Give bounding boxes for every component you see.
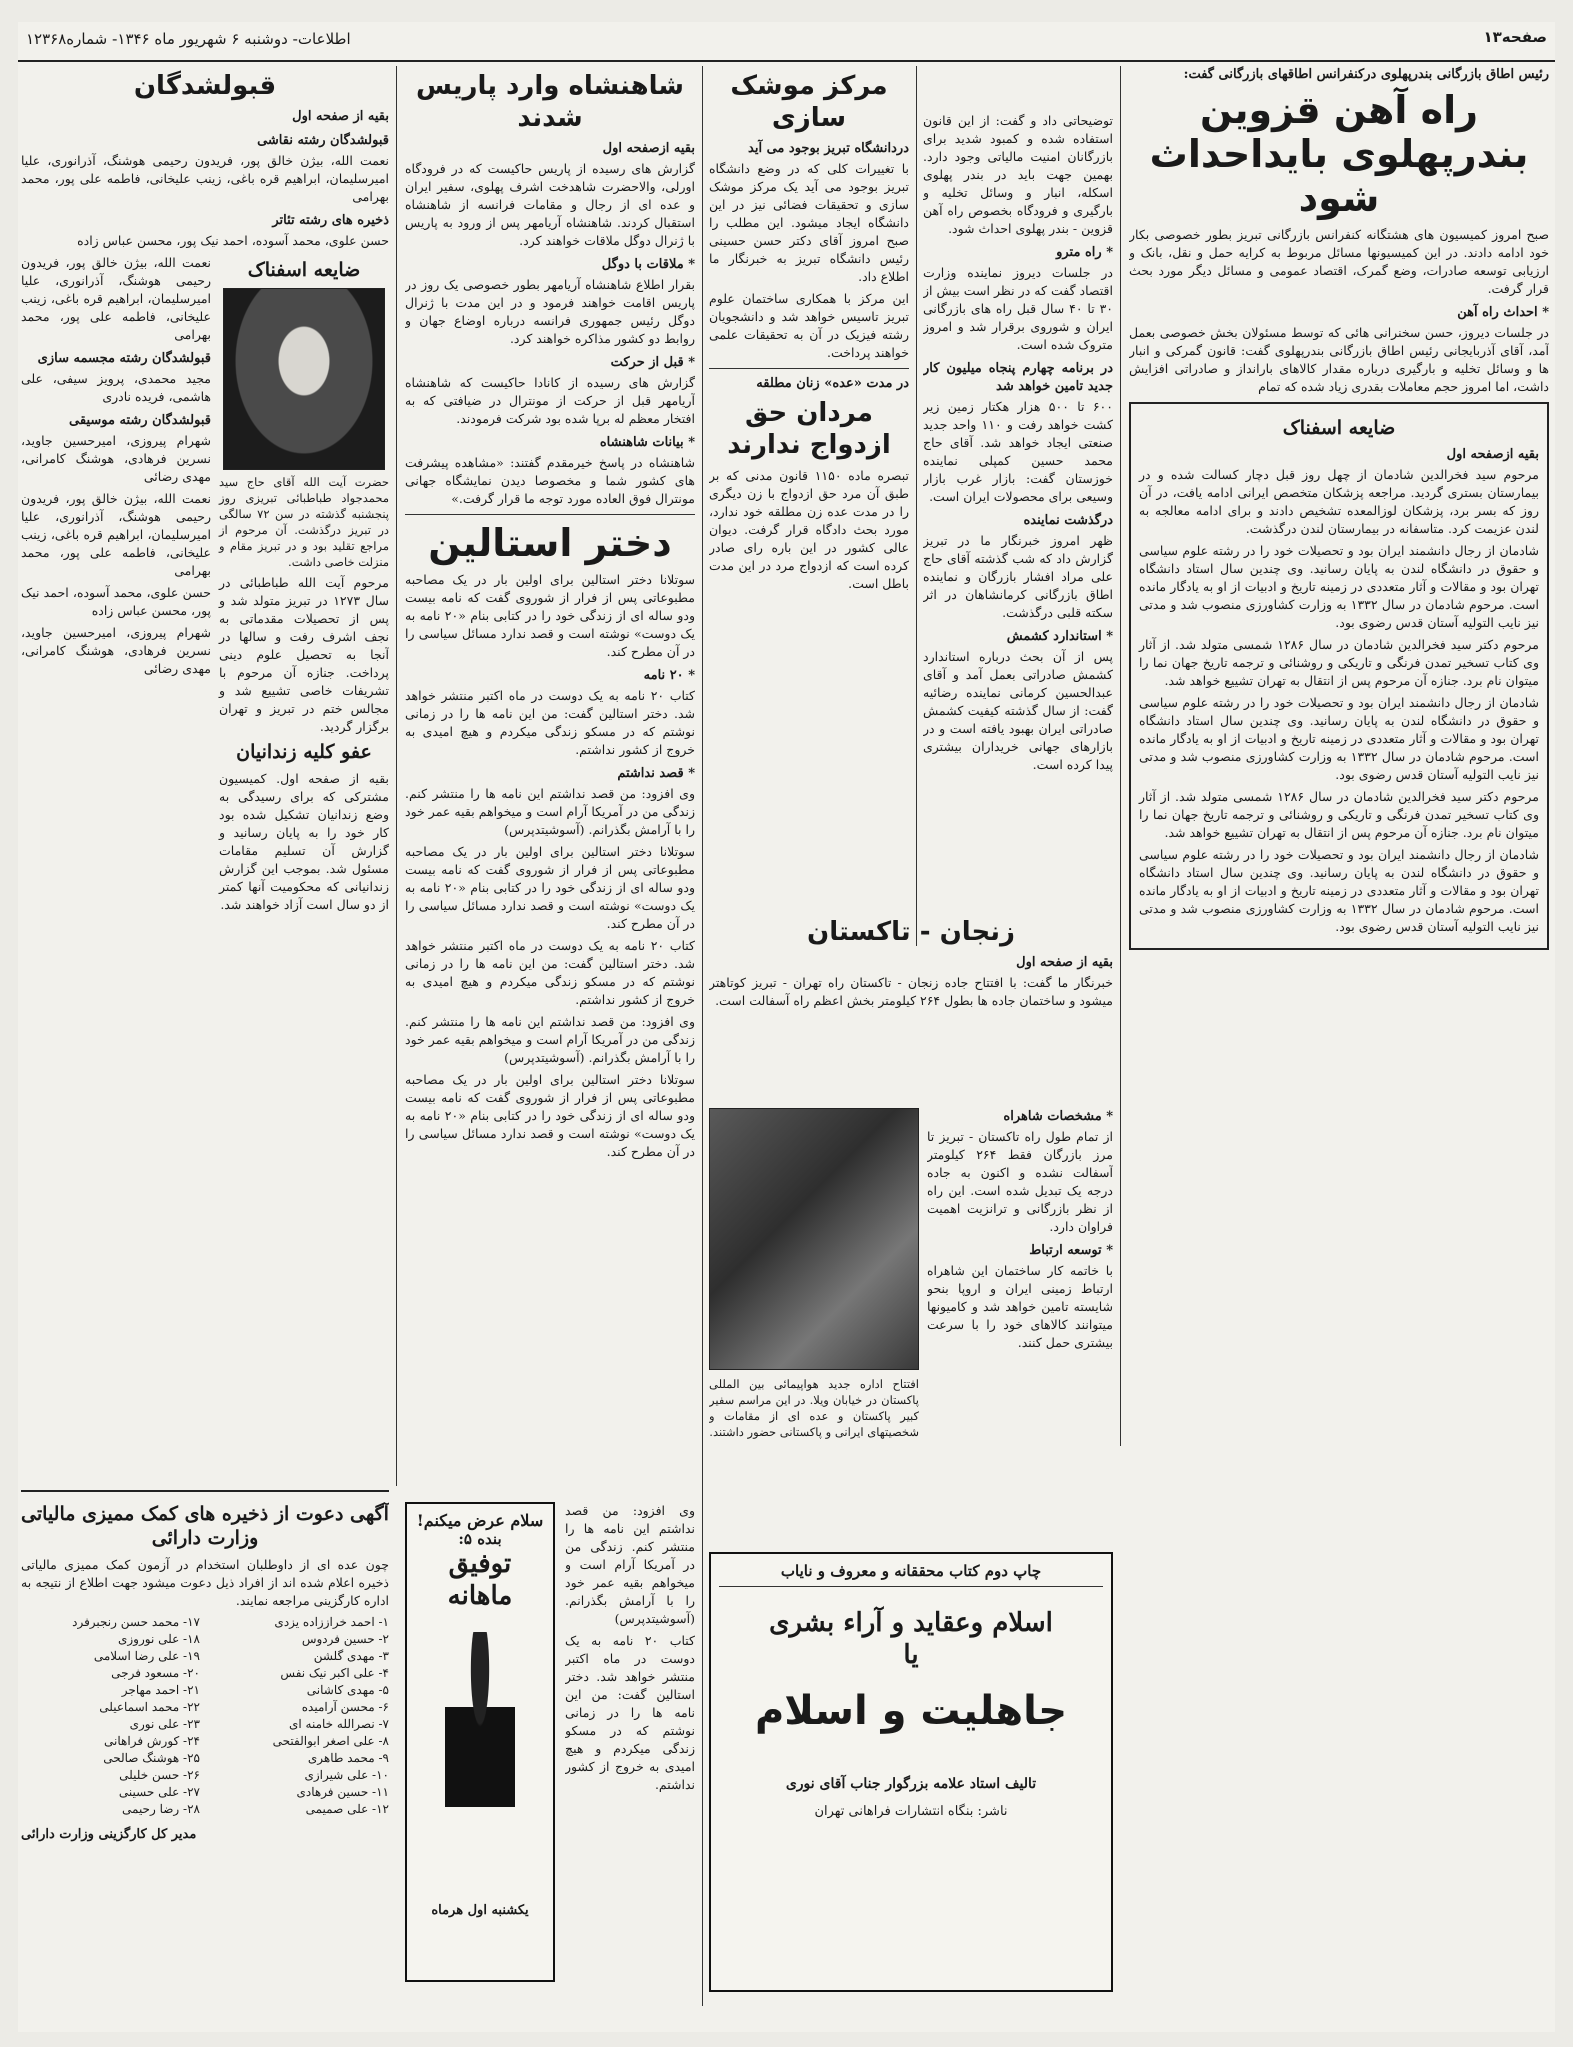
tofigh-ad-line4: یکشنبه اول هرماه bbox=[431, 1903, 529, 1918]
obituary-ayatollah-row bbox=[21, 254, 389, 918]
notice-body: چون عده ای از داوطلبان استخدام در آزمون کمک ممیزی مالیاتی ذخیره اعلام شده اند از افراد ذیل دعوت میشود جهت اطلاع از نتیجه به اداره کارگزینی مراجعه نمایند. bbox=[21, 1557, 389, 1608]
article-raisins-body: پس از آن بحث درباره استاندارد کشمش صادراتی بعمل آمد و آقای عبدالحسین کرمانی نماینده رضائیه گفت: از سال گذشته کیفیت کشمش صادراتی ایران بهبود یافته است و در بازارهای جهانی خریداران بیشتری پیدا کرده است. bbox=[923, 649, 1113, 772]
notice-name: ۸- علی اصغر ابوالفتحی bbox=[272, 1734, 389, 1748]
stalin-continued bbox=[565, 1502, 695, 1982]
notice-name: ۴- علی اکبر نیک نفس bbox=[280, 1666, 389, 1680]
article-intention-cont: وی افزود: من قصد نداشتم این نامه ها را منتشر کنم. زندگی من در آمریکا آرام است و میخواهم بقیه عمر خود را با آرامش بگذرانم. (آسوشیتدپرس) bbox=[565, 1503, 695, 1626]
article-stalin-body-3: سوتلانا دختر استالین برای اولین بار در یک مصاحبه مطبوعاتی پس از فرار از شوروی گفت که نامه بیست ودو ساله ای از زندگی خود را در کتابی بنام «۲۰ نامه به یک دوست» نوشته است و قصد ندارد مسائل سیاسی را در آن مطرح کند. bbox=[405, 1072, 695, 1159]
book-ad-frame bbox=[709, 1552, 1113, 1992]
notice-name-lists bbox=[21, 1614, 389, 1818]
article-railway-body-2: در جلسات دیروز، حسن سخنرانی هائی که توسط مسئولان بخش خصوصی بعمل آمد، آقای آذربایجانی رئیس اطاق بازرگانی بندرپهلوی گفت: قانون گمرکی و انبار ها و وسائل تخلیه و بارگیری درباره مقدار کالاهای بارانداز و صادراتی افزایش داشت، اما امروز حجم معاملات بقدری زیاد شده که تمام bbox=[1129, 325, 1549, 394]
reserve-theatre-list: حسن علوی، محمد آسوده، احمد نیک پور، محسن عباس زاده bbox=[77, 233, 389, 248]
admitted-music-list: شهرام پیروزی، امیرحسین جاوید، نسرین فرهادی، هوشنگ کامرانی، مهدی رضائی bbox=[21, 433, 211, 484]
notice-name: ۹- محمد طاهری bbox=[307, 1751, 389, 1765]
article-letters-cont: کتاب ۲۰ نامه به یک دوست در ماه اکتبر منتشر خواهد شد. دختر استالین گفت: من این نامه ها را در زمانی نوشتم که در مسکو زندگی میکردم و هیچ امیدی به خروج از کشور نداشتم. bbox=[565, 1633, 695, 1792]
admitted-music: قبولشدگان رشته موسیقی bbox=[69, 413, 211, 428]
notice-name: ۶- محسن آرامیده bbox=[301, 1700, 389, 1714]
news-photo bbox=[709, 1108, 919, 1370]
article-departure-body: گزارش های رسیده از کانادا حاکیست که شاهنشاه آریامهر قبل از حرکت از مونترال در ضیافتی که به افتخار معظم له برپا شده بود شرکت فرمودند. bbox=[405, 375, 695, 426]
column-left bbox=[21, 66, 389, 1486]
book-ad-line1: چاپ دوم کتاب محققانه و معروف و نایاب bbox=[780, 1562, 1042, 1580]
subhead-link: * توسعه ارتباط bbox=[1029, 1243, 1113, 1258]
admitted-music-list-2: شهرام پیروزی، امیرحسین جاوید، نسرین فرهادی، هوشنگ کامرانی، مهدی رضائی bbox=[21, 625, 211, 676]
article-route-body: در جلسات دیروز نماینده وزارت اقتصاد گفت که در نظر است بیش از ۳۰ تا ۴۰ سال قبل راه های بازرگانی ایران و شوروی برقرار شد و امروز متروک شده است. bbox=[923, 265, 1113, 352]
notice-name: ۱۲- علی صمیمی bbox=[305, 1802, 389, 1816]
book-ad-author: تالیف استاد علامه بزرگوار جناب آقای نوری bbox=[785, 1776, 1037, 1792]
notice-name: ۱۸- علی نوروزی bbox=[117, 1632, 200, 1646]
subhead-route: * راه مترو bbox=[1056, 245, 1113, 260]
admitted-lists bbox=[21, 254, 211, 918]
article-zanjan-body: خبرنگار ما گفت: با افتتاح جاده زنجان - تاکستان راه تهران - تبریز کوتاهتر میشود و ساختمان جاده ها بطول ۲۶۴ کیلومتر بخش اعظم راه آسفالت است. bbox=[709, 975, 1113, 1008]
book-ad bbox=[709, 1552, 1113, 1992]
subhead-plan: در برنامه چهارم پنجاه میلیون کار جدید تامین خواهد شد bbox=[923, 361, 1113, 394]
notice-names-left bbox=[21, 1614, 200, 1818]
obituary-body: مرحوم سید فخرالدین شادمان از چهل روز قبل دچار کسالت شده و در بیمارستان بستری گردید. مراجعه پزشکان متخصص ایرانی ادامه یافت، در آن روز که بسر برد، پزشکان لوزالمعده تشخیص دادند و برای ادامه معالجه به لندن عزیمت کرد. متاسفانه در بیمارستان لندن درگذشت. bbox=[1139, 467, 1539, 536]
column-rule bbox=[1120, 66, 1121, 1446]
admitted-title: قبولشدگان bbox=[133, 71, 277, 101]
admitted-sub: بقیه از صفحه اول bbox=[292, 109, 389, 124]
subhead-raisins: * استاندارد کشمش bbox=[1006, 629, 1113, 644]
subhead-railway: * احداث راه آهن bbox=[1457, 305, 1549, 320]
column-4 bbox=[405, 66, 695, 1496]
notice-footer: مدیر کل کارگزینی وزارت دارائی bbox=[21, 1827, 197, 1842]
article-shah-body: گزارش های رسیده از پاریس حاکیست که در فرودگاه اورلی، والاحضرت شاهدخت اشرف پهلوی، سفیر ایران و عده ای از رجال و مقامات فرانسه از شاهنشاه استقبال کردند. شاهنشاه آریامهر پس از ورود به پاریس با ژنرال دوگل ملاقات خواهند کرد. bbox=[405, 161, 695, 248]
obituary-ayatollah bbox=[219, 254, 389, 918]
tofigh-ad-frame bbox=[405, 1502, 555, 1982]
notice-name: ۳- مهدی گلشن bbox=[313, 1649, 389, 1663]
article-degaulle-body: بقرار اطلاع شاهنشاه آریامهر بطور خصوصی یک روز در پاریس اقامت خواهند فرمود و در این مدت با ژنرال دوگل رئیس جمهوری فرانسه درباره اوضاع جهان و روابط دو کشور مذاکره خواهند کرد. bbox=[405, 277, 695, 346]
zanjan-continued bbox=[927, 1102, 1113, 1542]
book-ad-title2: یا bbox=[903, 1640, 919, 1670]
notice-name: ۱۰- علی شیرازی bbox=[304, 1768, 389, 1782]
notice-name: ۵- مهدی کاشانی bbox=[306, 1683, 389, 1697]
headline-marriage: مردان حق ازدواج ندارند bbox=[727, 398, 891, 460]
book-ad-publisher: ناشر: بنگاه انتشارات فراهانی تهران bbox=[814, 1804, 1008, 1819]
obituary-body-6: شادمان از رجال دانشمند ایران بود و تحصیلات خود را در رشته علوم سیاسی و حقوق در دانشگاه لندن به پایان رسانید. وی چندین سال استاد دانشگاه تهران بود و مقالات و آثار متعددی در زمینه تاریخ و ادبیات از او به یادگار مانده است. مرحوم شادمان در سال ۱۳۳۲ به وزارت کشاورزی منصوب شد و مدتی نیز نایب التولیه آستان قدس رضوی بود. bbox=[1139, 847, 1540, 934]
headline-zanjan: زنجان - تاکستان bbox=[807, 917, 1015, 947]
kicker-chamber: رئیس اطاق بازرگانی بندرپهلوی درکنفرانس اطاقهای بازرگانی گفت: bbox=[1183, 67, 1549, 82]
obituary-title: ضایعه اسفناک bbox=[1282, 417, 1396, 439]
article-letters-body: کتاب ۲۰ نامه به یک دوست در ماه اکتبر منتشر خواهد شد. دختر استالین گفت: من این نامه ها را در زمانی نوشتم که در مسکو زندگی میکردم و هیچ امیدی به خروج از کشور نداشتم. bbox=[405, 688, 695, 757]
article-amnesty-body: بقیه از صفحه اول. کمیسیون مشترکی که برای رسیدگی به وضع زندانیان تشکیل شده بود کار خود را به پایان رسانید و گزارش آن تسلیم مقامات مسئول شد. بموجب این گزارش زندانیانی که محکومیت آنها کمتر از دو سال است آزاد خواهند شد. bbox=[219, 771, 389, 912]
headline-railway: راه آهن قزوین بندرپهلوی بایداحداث شود bbox=[1149, 88, 1529, 220]
subhead-death: درگذشت نماینده bbox=[1023, 513, 1113, 528]
obituary-box bbox=[1129, 402, 1549, 950]
masthead bbox=[18, 22, 1555, 62]
portrait-caption: حضرت آیت الله آقای حاج سید محمدجواد طباطبائی تبریزی روز پنجشنبه گذشته در سن ۷۲ سالگی در تبریز درگذشت. آن مرحوم از مراجع تقلید بود و در تبریز مقام و منزلت خاصی داشت. bbox=[219, 475, 389, 569]
column-rule bbox=[702, 66, 703, 2006]
admitted-painting-list-3: نعمت الله، بیژن خالق پور، فریدون رحیمی هوشنگ، آذرانوری، علیا امیرسلیمان، ابراهیم قره باغی، زینب علیخانی، فاطمه علی پور، محمد بهرامی bbox=[21, 491, 211, 578]
headline-stalin: دختر استالین bbox=[428, 521, 672, 565]
notice-name: ۱۱- حسین فرهادی bbox=[296, 1785, 389, 1799]
column-right bbox=[1129, 66, 1549, 2026]
portrait-photo bbox=[223, 288, 385, 470]
article-railway-cont: توضیحاتی داد و گفت: از این قانون استفاده شده و کمبود شدید برای بازرگانان امنیت مالیاتی وجود دارد. بهمین جهت باید در بندر پهلوی اسکله، انبار و وسائل تخلیه و بارگیری و فرودگاه بخصوص راه آهن قزوین - بندر پهلوی احداث شود. bbox=[923, 113, 1113, 236]
obituary-body-5: مرحوم دکتر سید فخرالدین شادمان در سال ۱۲۸۶ شمسی متولد شد. از آثار وی کتاب تسخیر تمدن فرنگی و تاریکی و روشنائی و ترجمه تاریخ جهان نما را میتوان نام برد. جنازه آن مرحوم پس از انتقال به تهران تشییع خواهد شد. bbox=[1139, 789, 1539, 840]
subhead-shah: بقیه ازصفحه اول bbox=[602, 141, 695, 156]
divider bbox=[709, 368, 909, 369]
issue-meta: اطلاعات- دوشنبه ۶ شهریور ماه ۱۳۴۶- شماره۱۲۳۶۸ bbox=[26, 30, 351, 48]
article-rocket-body-2: این مرکز با همکاری ساختمان علوم تبریز تاسیس خواهد شد و دانشجویان رشته فیزیک در آن به تحقیقات علمی خواهند پرداخت. bbox=[709, 291, 909, 360]
article-plan-body: ۶۰۰ تا ۵۰۰ هزار هکتار زمین زیر کشت خواهد رفت و ۱۱۰ واحد جدید صنعتی ایجاد خواهد شد. آقای حاج محمد حسین کمپلی نماینده خوزستان گفت: بازار غرب بازار وسیعی برای محصولات ایران است. bbox=[923, 399, 1113, 504]
tofigh-ad-line2: بنده ۵: bbox=[458, 1530, 502, 1548]
book-ad-title3: جاهلیت و اسلام bbox=[754, 1688, 1068, 1734]
obituary-ayatollah-body: مرحوم آیت الله طباطبائی در سال ۱۲۷۳ در تبریز متولد شد و پس از تحصیلات مقدماتی به نجف اشرف رفت و سالها در آنجا به تحصیل علوم دینی پرداخت. جنازه آن مرحوم با تشریفات خاصی تشییع شد و مجالس ختم در تبریز و تهران برگزار گردید. bbox=[219, 575, 389, 734]
article-death-body: ظهر امروز خبرنگار ما در تبریز گزارش داد که شب گذشته آقای حاج علی مراد افشار بازرگان و نماینده اطاق بازرگانی کرمانشاهان در اثر سکته قلبی درگذشت. bbox=[923, 533, 1113, 620]
notice-name: ۱۷- محمد حسن رنجبرفرد bbox=[72, 1615, 200, 1629]
salt-figure bbox=[445, 1632, 515, 1882]
subhead-zanjan: بقیه از صفحه اول bbox=[1016, 955, 1113, 970]
article-speech-body: شاهنشاه در پاسخ خیرمقدم گفتند: «مشاهده پیشرفت های کشور شما و مخصوصا دیدن نمایشگاه جهانی مونترال فوق العاده مورد توجه ما قرار گرفت.» bbox=[405, 455, 695, 506]
reserve-theatre-list-2: حسن علوی، محمد آسوده، احمد نیک پور، محسن عباس زاده bbox=[21, 585, 211, 618]
book-ad-title1: اسلام وعقاید و آراء بشری bbox=[769, 1608, 1053, 1638]
subhead-departure: * قبل از حرکت bbox=[610, 355, 695, 370]
reserve-theatre: ذخیره های رشته تئاتر bbox=[272, 213, 389, 228]
photo-caption: افتتاح اداره جدید هواپیمائی بین المللی پاکستان در خیابان ویلا. در این مراسم سفیر کبیر پاکستان و عده ای از مقامات و شخصیتهای ایرانی و پاکستانی حضور داشتند. bbox=[709, 1377, 919, 1439]
subhead-speech: * بیانات شاهنشاه bbox=[599, 435, 695, 450]
column-rule bbox=[396, 66, 397, 1486]
page-label: صفحه۱۳ bbox=[1483, 28, 1547, 46]
admitted-sculpture-list: مجید محمدی، پرویز سیفی، علی هاشمی، فریده نادری bbox=[21, 371, 211, 404]
obituary-sub: بقیه ازصفحه اول bbox=[1446, 447, 1539, 462]
notice-name: ۲۲- محمد اسماعیلی bbox=[99, 1700, 200, 1714]
notice-names-right bbox=[210, 1614, 389, 1818]
photo-block bbox=[709, 1102, 919, 1542]
notice-name: ۲۶- حسن خلیلی bbox=[119, 1768, 200, 1782]
article-highway-body: از تمام طول راه تاکستان - تبریز تا مرز بازرگان فقط ۲۶۴ کیلومتر آسفالت نشده و اکنون به جاده درجه یک تبدیل شده است. این راه از نظر بازرگانی و ترانزیت اهمیت فراوان دارد. bbox=[927, 1129, 1113, 1234]
notice-name: ۲۸- رضا رحیمی bbox=[122, 1802, 200, 1816]
obituary-body-2: شادمان از رجال دانشمند ایران بود و تحصیلات خود را در رشته علوم سیاسی و حقوق در دانشگاه لندن به پایان رسانید. وی چندین سال استاد دانشگاه تهران بود و مقالات و آثار متعددی در زمینه تاریخ و ادبیات از او به یادگار مانده است. مرحوم شادمان در سال ۱۳۳۲ به وزارت کشاورزی منصوب شد و مدتی نیز نایب التولیه آستان قدس رضوی بود. bbox=[1139, 543, 1540, 630]
article-link-body: با خاتمه کار ساختمان این شاهراه ارتباط زمینی ایران و اروپا بنحو شایسته تامین خواهد شد و کامیونها میتوانند کالاهای خود را با سرعت بیشتری حمل کنند. bbox=[927, 1263, 1113, 1350]
zanjan-article bbox=[709, 912, 1113, 1092]
headline-rocket: مرکز موشک سازی bbox=[730, 71, 888, 133]
notice-name: ۲۴- کورش فراهانی bbox=[104, 1734, 200, 1748]
notice-name: ۲۵- هوشنگ صالحی bbox=[103, 1751, 200, 1765]
article-intention-body-2: وی افزود: من قصد نداشتم این نامه ها را منتشر کنم. زندگی من در آمریکا آرام است و میخواهم بقیه عمر خود را با آرامش بگذرانم. (آسوشیتدپرس) bbox=[405, 1014, 695, 1065]
subhead-letters: * ۲۰ نامه bbox=[643, 668, 695, 683]
notice-name: ۱۹- علی رضا اسلامی bbox=[93, 1649, 200, 1663]
tofigh-ad-line3: توفیق ماهانه bbox=[447, 1549, 513, 1611]
notice-name: ۱- احمد خراززاده یزدی bbox=[274, 1615, 389, 1629]
admitted-sculpture: قبولشدگان رشته مجسمه سازی bbox=[37, 351, 211, 366]
article-railway-body: صبح امروز کمیسیون های هشتگانه کنفرانس بازرگانی تبریز بطور خصوصی بکار خود ادامه دادند. در این کمیسیونها مسائل مربوط به کرایه حمل و نقل، بانک و ارزیابی توسعه صادرات، وضع گمرک، اقتصاد عمومی و مسائل دیگر مورد بحث قرار گرفت. bbox=[1129, 227, 1549, 296]
subhead-rocket: دردانشگاه تبریز بوجود می آید bbox=[748, 141, 909, 156]
tofigh-ad bbox=[405, 1502, 555, 1982]
article-letters-body-2: کتاب ۲۰ نامه به یک دوست در ماه اکتبر منتشر خواهد شد. دختر استالین گفت: من این نامه ها را در زمانی نوشتم که در مسکو زندگی میکردم و هیچ امیدی به خروج از کشور نداشتم. bbox=[405, 938, 695, 1007]
ministry-notice bbox=[21, 1490, 389, 1998]
notice-name: ۲۰- مسعود فرجی bbox=[111, 1666, 200, 1680]
headline-shah-paris: شاهنشاه وارد پاریس شدند bbox=[415, 71, 685, 133]
article-rocket-body: با تغییرات کلی که در وضع دانشگاه تبریز بوجود می آید یک مرکز موشک سازی و تحقیقات فضائی نیز در این دانشگاه ایجاد میشود. این مطلب را صبح امروز آقای دکتر حسن حسینی رئیس دانشگاه تبریز به خبرنگار ما اطلاع داد. bbox=[709, 161, 909, 284]
subhead-intention: * قصد نداشتم bbox=[617, 766, 695, 781]
obituary-body-4: شادمان از رجال دانشمند ایران بود و تحصیلات خود را در رشته علوم سیاسی و حقوق در دانشگاه لندن به پایان رسانید. وی چندین سال استاد دانشگاه تهران بود و مقالات و آثار متعددی در زمینه تاریخ و ادبیات از او به یادگار مانده است. مرحوم شادمان در سال ۱۳۳۲ به وزارت کشاورزی منصوب شد و مدتی نیز نایب التولیه آستان قدس رضوی بود. bbox=[1139, 695, 1540, 782]
article-marriage-body: تبصره ماده ۱۱۵۰ قانون مدنی که بر طبق آن مرد حق ازدواج با زن دیگری را در مدت عده زن مطلقه خود ندارد، مورد بحث دادگاه قرار گرفت. دیوان عالی کشور در این باره رای صادر کرده است که ازدواج مرد در این مدت باطل است. bbox=[709, 468, 909, 591]
obituary-ayatollah-title: ضایعه اسفناک bbox=[247, 259, 361, 281]
notice-title: آگهی دعوت از ذخیره های کمک ممیزی مالیاتی وزارت دارائی bbox=[21, 1503, 389, 1549]
admitted-painting-list: نعمت الله، بیژن خالق پور، فریدون رحیمی هوشنگ، آذرانوری، علیا امیرسلیمان، ابراهیم قره باغی، زینب علیخانی، فاطمه علی پور، محمد بهرامی bbox=[21, 153, 389, 204]
divider bbox=[405, 514, 695, 515]
notice-name: ۷- نصرالله خامنه ای bbox=[289, 1717, 389, 1731]
notice-name: ۲۷- علی حسینی bbox=[118, 1785, 200, 1799]
notice-name: ۲- حسین فردوس bbox=[301, 1632, 389, 1646]
article-intention-body: وی افزود: من قصد نداشتم این نامه ها را منتشر کنم. زندگی من در آمریکا آرام است و میخواهم بقیه عمر خود را با آرامش بگذرانم. (آسوشیتدپرس) bbox=[405, 786, 695, 837]
column-3 bbox=[709, 66, 909, 946]
notice-name: ۲۱- احمد مهاجر bbox=[121, 1683, 200, 1697]
article-stalin-body: سوتلانا دختر استالین برای اولین بار در یک مصاحبه مطبوعاتی پس از فرار از شوروی گفت که نامه بیست ودو ساله ای از زندگی خود را در کتابی بنام «۲۰ نامه به یک دوست» نوشته است و قصد ندارد مسائل سیاسی را در آن مطرح کند. bbox=[405, 572, 695, 659]
newspaper-page bbox=[18, 22, 1555, 2032]
obituary-body-3: مرحوم دکتر سید فخرالدین شادمان در سال ۱۲۸۶ شمسی متولد شد. از آثار وی کتاب تسخیر تمدن فرنگی و تاریکی و روشنائی و ترجمه تاریخ جهان نما را میتوان نام برد. جنازه آن مرحوم پس از انتقال به تهران تشییع خواهد شد. bbox=[1139, 637, 1539, 688]
column-rule bbox=[916, 66, 917, 946]
divider bbox=[719, 1586, 1103, 1587]
admitted-painting: قبولشدگان رشته نقاشی bbox=[257, 133, 389, 148]
subhead-degaulle: * ملاقات با دوگل bbox=[601, 257, 695, 272]
tofigh-ad-line1: سلام عرض میکنم! bbox=[416, 1511, 544, 1530]
kicker-marriage: در مدت «عده» زنان مطلقه bbox=[756, 376, 909, 391]
article-stalin-body-2: سوتلانا دختر استالین برای اولین بار در یک مصاحبه مطبوعاتی پس از فرار از شوروی گفت که نامه بیست ودو ساله ای از زندگی خود را در کتابی بنام «۲۰ نامه به یک دوست» نوشته است و قصد ندارد مسائل سیاسی را در آن مطرح کند. bbox=[405, 844, 695, 931]
admitted-painting-list-2: نعمت الله، بیژن خالق پور، فریدون رحیمی هوشنگ، آذرانوری، علیا امیرسلیمان، ابراهیم قره باغی، زینب علیخانی، فاطمه علی پور، محمد بهرامی bbox=[21, 255, 211, 342]
subhead-highway: * مشخصات شاهراه bbox=[1003, 1109, 1113, 1124]
notice-name: ۲۳- علی نوری bbox=[129, 1717, 200, 1731]
headline-amnesty: عفو کلیه زندانیان bbox=[236, 741, 372, 763]
